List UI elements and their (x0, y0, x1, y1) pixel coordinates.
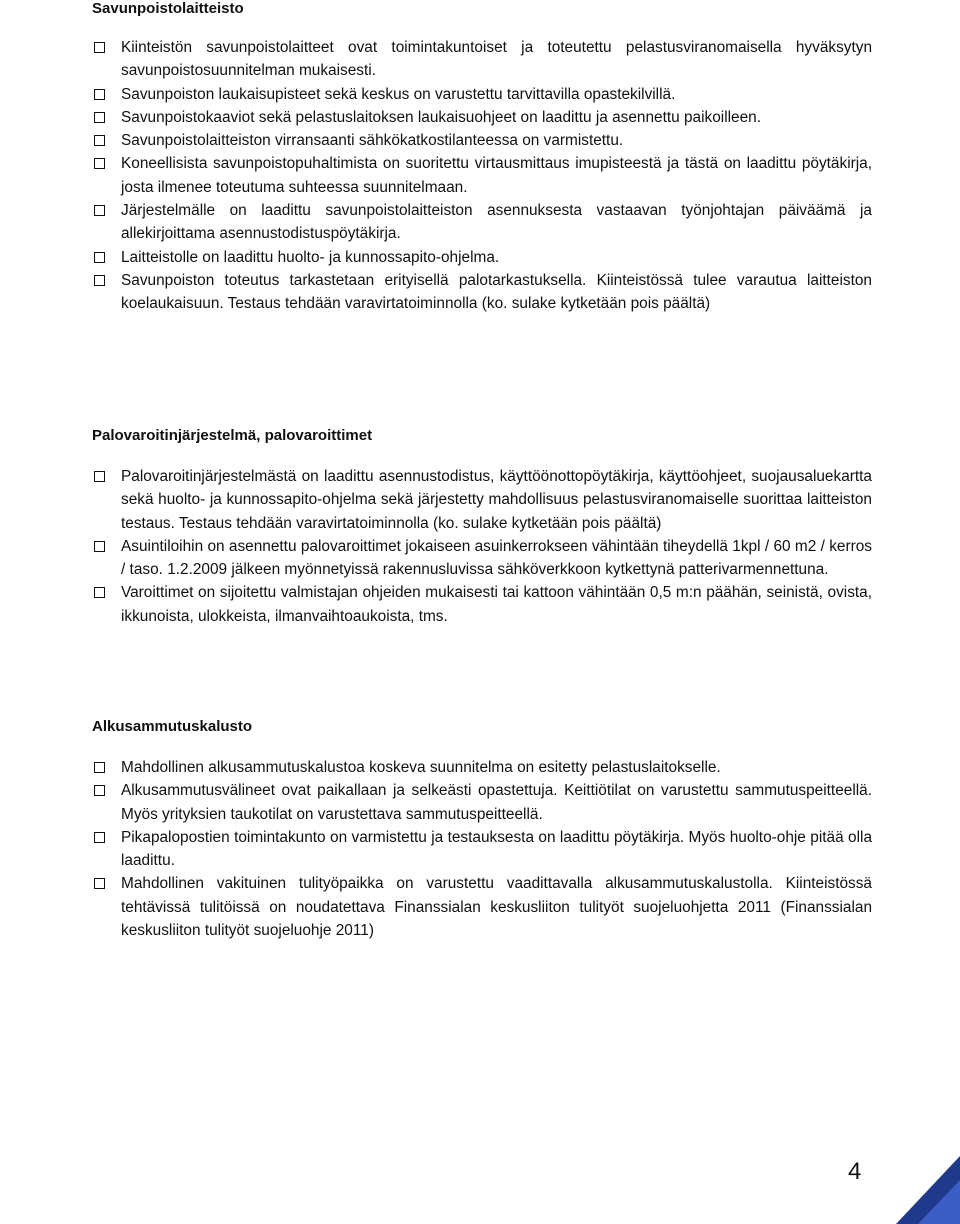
checkbox[interactable] (94, 541, 105, 552)
item-text: Savunpoistolaitteiston virransaanti sähkökatkostilanteessa on varmistettu. (121, 132, 624, 150)
checklist-item (121, 581, 872, 628)
checkbox[interactable] (94, 252, 105, 263)
item-text: Asuintiloihin on asennettu palovaroittimet jokaiseen asuinkerrokseen vähintään tiheydellä 1kpl / 60 m2 / kerros / taso. 1.2.2009 jälkeen myönnetyissä rakennusluvissa sähköverkkoon kytkettynä patterivarmennettuna. (121, 537, 872, 579)
section-title: Alkusammutuskalusto (92, 718, 253, 735)
item-text: Savunpoiston laukaisupisteet sekä keskus on varustettu tarvittavilla opastekilvillä. (121, 85, 676, 103)
checkbox[interactable] (94, 205, 105, 216)
item-text: Alkusammutusvälineet ovat paikallaan ja selkeästi opastettuja. Keittiötilat on varustettu sammutuspeitteellä. Myös yrityksien taukotilat on varustettava sammutuspeitteellä. (121, 782, 872, 823)
checklist-item (121, 465, 872, 535)
checklist-item (121, 129, 872, 152)
checkbox[interactable] (94, 112, 105, 123)
checkbox[interactable] (94, 587, 105, 598)
checklist-item (121, 152, 872, 199)
page-number: 4 (848, 1158, 862, 1185)
checkbox[interactable] (94, 471, 105, 482)
checklist-item (121, 269, 872, 316)
checkbox[interactable] (94, 762, 105, 773)
checkbox[interactable] (94, 785, 105, 796)
checklist (92, 465, 872, 628)
section-title: Palovaroitinjärjestelmä, palovaroittimet (92, 427, 373, 444)
item-text: Koneellisista savunpoistopuhaltimista on suoritettu virtausmittaus imupisteestä ja tästä on laadittu pöytäkirja, josta ilmenee toteutuma suhteessa suunnitelmaan. (121, 155, 872, 196)
section-savunpoistolaitteisto (92, 0, 872, 316)
checkbox[interactable] (94, 832, 105, 843)
item-text: Savunpoiston toteutus tarkastetaan erityisellä palotarkastuksella. Kiinteistössä tulee varautua laitteiston koelaukaisuun. Testaus tehdään varavirtatoiminnolla (ko. sulake kytketään pois päältä) (121, 271, 872, 313)
item-text: Savunpoistokaaviot sekä pelastuslaitoksen laukaisuohjeet on laadittu ja asennettu paikoilleen. (121, 108, 761, 126)
checklist-item (121, 106, 872, 129)
checkbox[interactable] (94, 878, 105, 889)
checklist-item (121, 872, 872, 942)
item-text: Laitteistolle on laadittu huolto- ja kunnossapito-ohjelma. (121, 248, 500, 266)
corner-decoration (896, 1156, 960, 1224)
checkbox[interactable] (94, 158, 105, 169)
item-text: Varoittimet on sijoitettu valmistajan ohjeiden mukaisesti tai kattoon vähintään 0,5 m:n päähän, seinistä, ovista, ikkunoista, ulokkeista, ilmanvaihtoaukoista, tms. (121, 584, 872, 625)
item-text: Mahdollinen alkusammutuskalustoa koskeva suunnitelma on esitetty pelastuslaitokselle. (121, 759, 721, 776)
checklist-item (121, 199, 872, 246)
checklist (92, 756, 872, 942)
checkbox[interactable] (94, 275, 105, 286)
checkbox[interactable] (94, 89, 105, 100)
item-text: Mahdollinen vakituinen tulityöpaikka on varustettu vaadittavalla alkusammutuskalustolla. Kiinteistössä tehtävissä tulitöissä on noudatettava Finanssialan keskusliiton tulityöt suojeluohjetta 2011 (Finanssialan keskusliiton tulityöt suojeluohje 2011) (121, 875, 872, 940)
checklist-item (121, 826, 872, 873)
checkbox[interactable] (94, 42, 105, 53)
checklist-item (121, 756, 872, 779)
section-title: Savunpoistolaitteisto (92, 0, 244, 17)
checklist-item (121, 779, 872, 826)
section-alkusammutuskalusto (92, 718, 872, 942)
checkbox[interactable] (94, 135, 105, 146)
item-text: Kiinteistön savunpoistolaitteet ovat toimintakuntoiset ja toteutettu pelastusviranomaisella hyväksytyn savunpoistosuunnitelman mukaisesti. (121, 39, 872, 80)
checklist-item (121, 535, 872, 582)
checklist (92, 36, 872, 316)
checklist-item (121, 83, 872, 106)
item-text: Pikapalopostien toimintakunto on varmistettu ja testauksesta on laadittu pöytäkirja. Myös huolto-ohje pitää olla laadittu. (121, 828, 872, 870)
section-palovaroittimet (92, 427, 872, 628)
item-text: Järjestelmälle on laadittu savunpoistolaitteiston asennuksesta vastaavan työnjohtajan päiväämä ja allekirjoittama asennustodistuspöytäkirja. (121, 202, 872, 243)
checklist-item (121, 36, 872, 83)
checklist-item (121, 246, 872, 269)
item-text: Palovaroitinjärjestelmästä on laadittu asennustodistus, käyttöönottopöytäkirja, käyttöohjeet, suojausaluekartta sekä huolto- ja kunnossapito-ohjelma sekä järjestetty mahdollisuus pelastusviranomaiselle suorittaa laitteiston testaus. Testaus tehdään varavirtatoiminnolla (ko. sulake kytketään pois päältä) (121, 468, 872, 532)
